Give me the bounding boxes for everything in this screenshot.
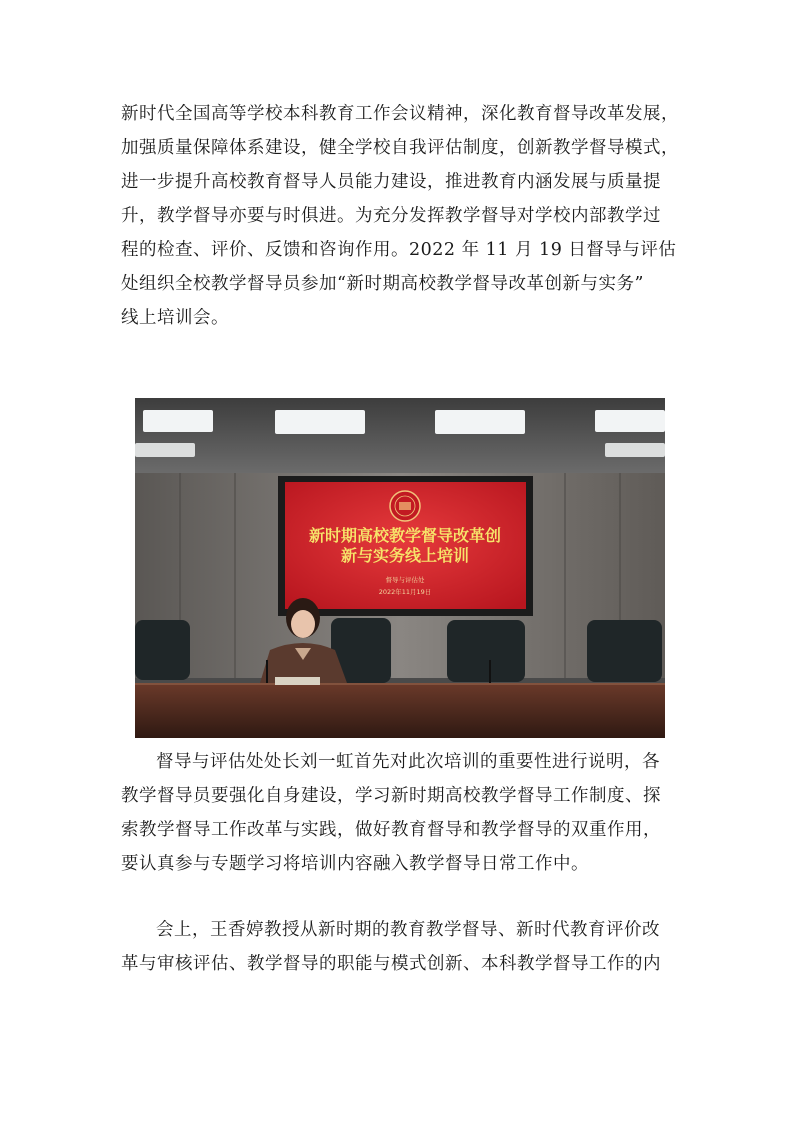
meeting-room-illustration bbox=[135, 398, 665, 738]
paragraph-director bbox=[121, 745, 681, 881]
text-line: 新时代全国高等学校本科教育工作会议精神，深化教育督导改革发展， bbox=[121, 104, 679, 124]
notebook bbox=[275, 677, 320, 685]
text-line: 督导与评估处处长刘一虹首先对此次培训的重要性进行说明，各 bbox=[156, 752, 660, 772]
conference-table bbox=[135, 683, 665, 738]
text-line: 索教学督导工作改革与实践，做好教育督导和教学督导的双重作用， bbox=[121, 820, 661, 840]
paragraph-lecture bbox=[121, 913, 681, 981]
text-line: 线上培训会。 bbox=[121, 308, 229, 328]
text-line: 处组织全校教学督导员参加“新时期高校教学督导改革创新与实务” bbox=[121, 274, 644, 294]
text-line: 程的检查、评价、反馈和咨询作用。2022 年 11 月 19 日督导与评估 bbox=[121, 240, 677, 260]
text-line: 会上，王香婷教授从新时期的教育教学督导、新时代教育评价改 bbox=[156, 920, 660, 940]
text-line: 进一步提升高校教育督导人员能力建设，推进教育内涵发展与质量提 bbox=[121, 172, 661, 192]
screen-title-line-2: 新与实务线上培训 bbox=[340, 546, 470, 565]
paragraph-intro bbox=[121, 97, 681, 335]
text-line: 要认真参与专题学习将培训内容融入教学督导日常工作中。 bbox=[121, 854, 589, 874]
screen-title-line-1: 新时期高校教学督导改革创 bbox=[308, 526, 502, 545]
screen-organizer: 督导与评估处 bbox=[385, 576, 425, 584]
text-line: 升，教学督导亦要与时俱进。为充分发挥教学督导对学校内部教学过 bbox=[121, 206, 661, 226]
screen-date: 2022年11月19日 bbox=[378, 588, 432, 596]
text-line: 加强质量保障体系建设，健全学校自我评估制度，创新教学督导模式， bbox=[121, 138, 679, 158]
meeting-photo bbox=[135, 398, 665, 738]
ceiling bbox=[135, 398, 665, 473]
school-emblem bbox=[390, 491, 420, 521]
text-line: 革与审核评估、教学督导的职能与模式创新、本科教学督导工作的内 bbox=[121, 954, 661, 974]
text-line: 教学督导员要强化自身建设，学习新时期高校教学督导工作制度、探 bbox=[121, 786, 661, 806]
